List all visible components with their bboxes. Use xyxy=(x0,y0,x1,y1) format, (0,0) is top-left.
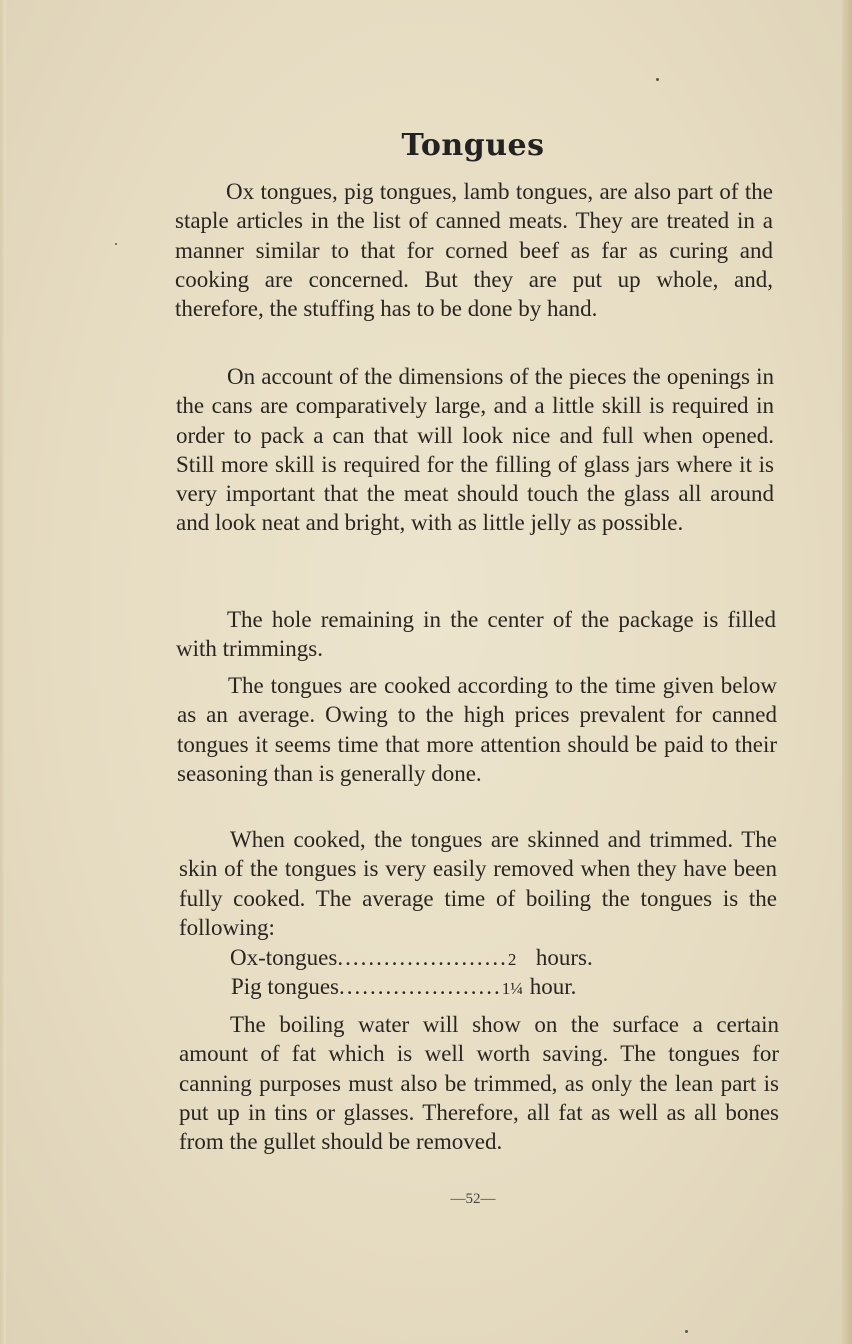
page-right-edge xyxy=(842,0,852,1344)
paragraph-4: The tongues are cooked according to the time given below as an average. Owing to the high prices prevalent for canned tongues it seems time that more attention should be paid to their seasoning than is generally done. xyxy=(177,673,777,786)
boiling-time-label: Pig tongues xyxy=(231,974,339,999)
boiling-time-label: Ox-tongues xyxy=(230,945,338,970)
paragraph-3: The hole remaining in the center of the package is filled with trimmings. xyxy=(176,607,776,662)
boiling-time-value: 2 xyxy=(507,950,517,969)
paragraph-2: On account of the dimensions of the pieces the openings in the cans are comparatively large, and a little skill is required in order to pack a can that will look nice and full when opened. Still more skill is required for the filling of glass jars where it is very important that the meat should touch the glass all around and look neat and bright, with as little jelly as possible. xyxy=(176,364,774,536)
page-title: Tongues xyxy=(401,128,545,163)
boiling-time-row-pig xyxy=(231,972,576,1003)
boiling-time-row-ox xyxy=(230,943,593,974)
paragraph-1: Ox tongues, pig tongues, lamb tongues, are also part of the staple articles in the list of canned meats. They are treated in a manner similar to that for corned beef as far as curing and cooking are concerned. But they are put up whole, and, therefore, the stuffing has to be done by hand. xyxy=(175,179,773,322)
paragraph-6: The boiling water will show on the surface a certain amount of fat which is well worth saving. The tongues for canning purposes must also be trimmed, as only the lean part is put up in tins or glasses. Therefore, all fat as well as all bones from the gullet should be removed. xyxy=(179,1012,779,1155)
leader-dots: ...................... xyxy=(337,945,508,970)
paper-speck xyxy=(685,1330,688,1333)
paper-speck xyxy=(656,78,659,81)
leader-dots: ..................... xyxy=(338,974,502,999)
page-left-edge xyxy=(0,0,6,1344)
paragraph-5: When cooked, the tongues are skinned and trimmed. The skin of the tongues is very easily removed when they have been fully cooked. The average time of boiling the tongues is the following: xyxy=(179,827,777,940)
boiling-time-value: 1¼ xyxy=(501,979,523,998)
paper-speck xyxy=(115,243,117,245)
boiling-time-unit: hours. xyxy=(535,945,593,970)
page-number: —52— xyxy=(450,1191,496,1207)
boiling-time-unit: hour. xyxy=(529,974,577,999)
